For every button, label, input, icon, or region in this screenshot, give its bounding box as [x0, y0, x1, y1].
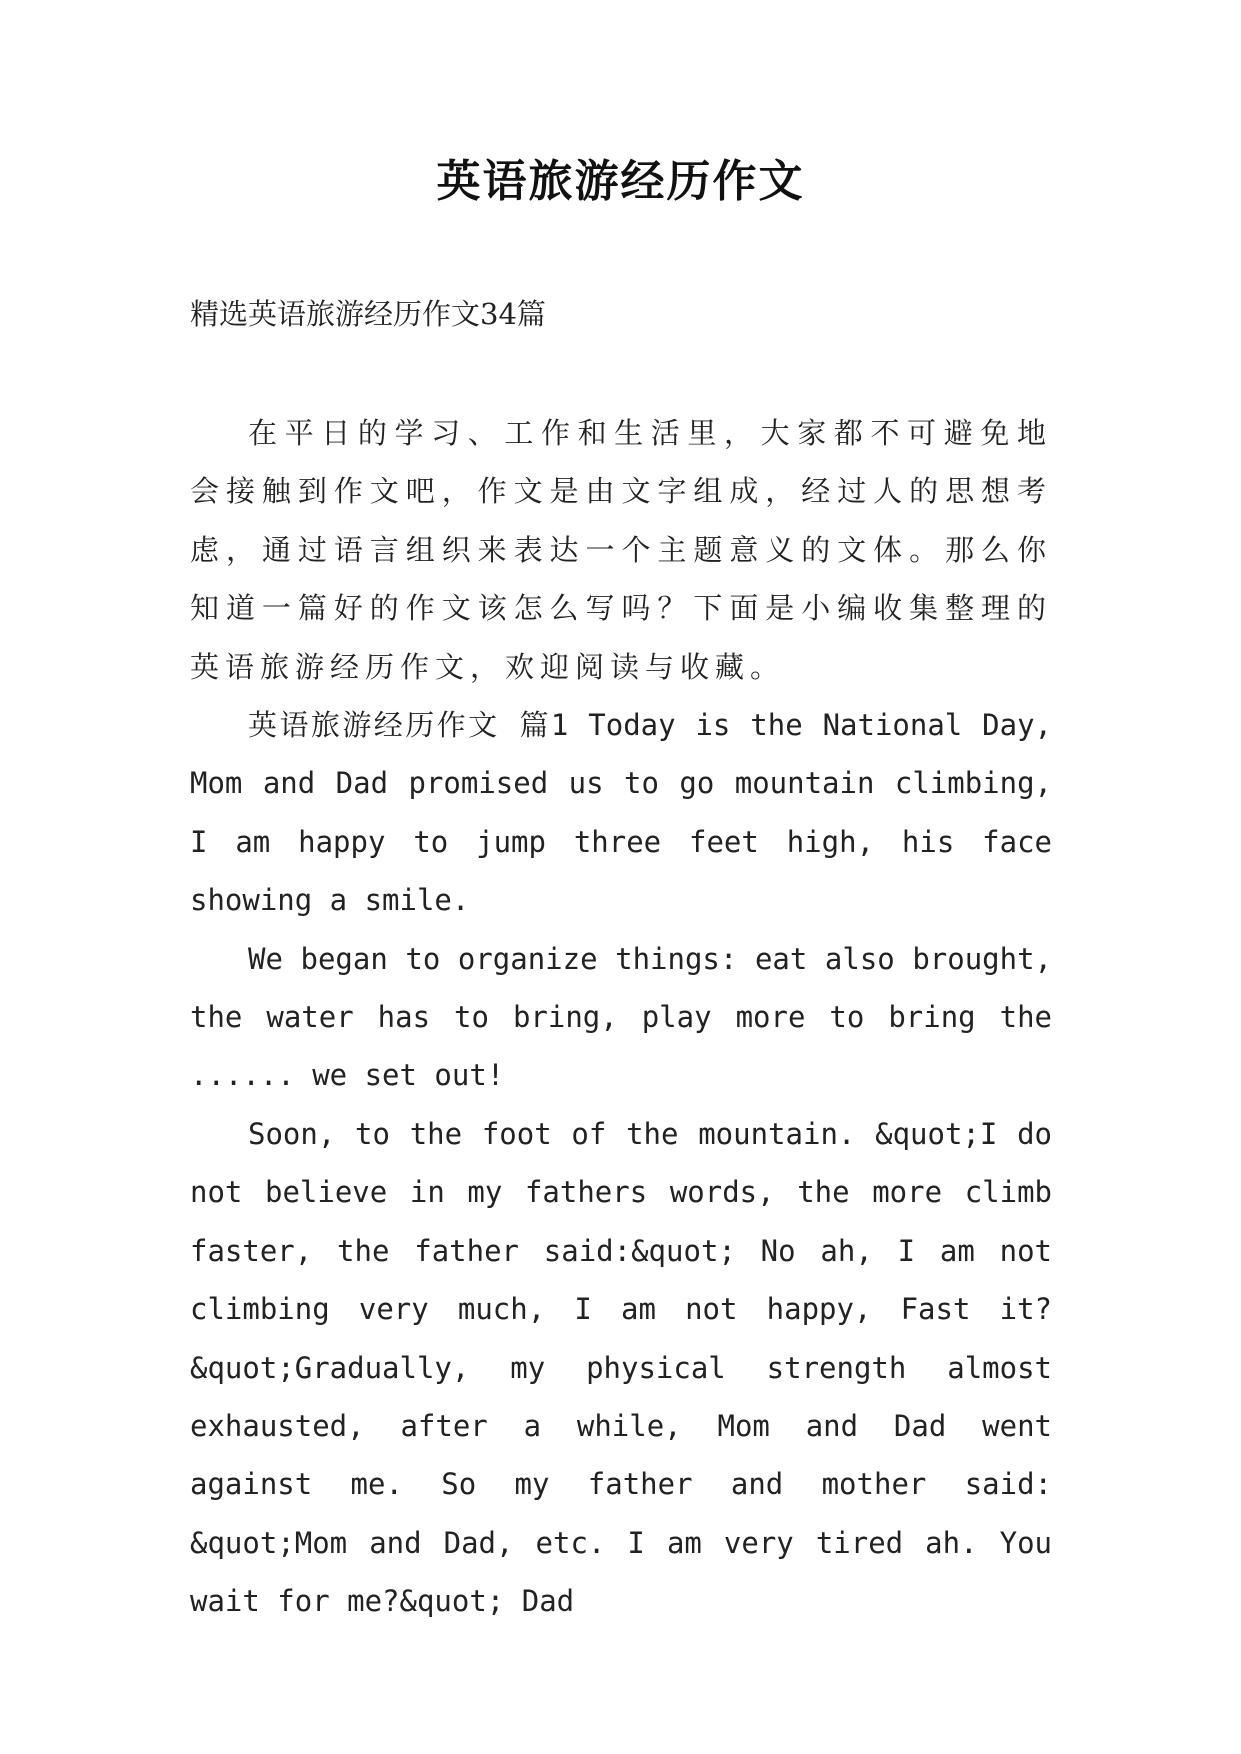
essay-paragraph-2: We began to organize things: eat also brought, the water has to bring, play more to bring the ...... we set out! [190, 941, 1052, 1093]
document-body [190, 404, 1052, 1631]
intro-paragraph: 在平日的学习、工作和生活里，大家都不可避免地会接触到作文吧，作文是由文字组成，经过人的思想考虑，通过语言组织来表达一个主题意义的文体。那么你知道一篇好的作文该怎么写吗？下面是小编收集整理的英语旅游经历作文，欢迎阅读与收藏。 [190, 416, 1052, 684]
document-subtitle: 精选英语旅游经历作文34篇 [190, 297, 546, 331]
essay-paragraph-1: 英语旅游经历作文 篇1 Today is the National Day, Mom and Dad promised us to go mountain climbing, I am happy to jump three feet high, his face showing a smile. [190, 708, 1052, 918]
essay-paragraph-3: Soon, to the foot of the mountain. &quot;I do not believe in my fathers words, the more climb faster, the father said:&quot; No ah, I am not climbing very much, I am not happy, Fast it? &quot;Gradually, my physical strength almost exhausted, after a while, Mom and Dad went against me. So my father and mother said: &quot;Mom and Dad, etc. I am very tired ah. You wait for me?&quot; Dad [190, 1116, 1052, 1619]
document-title: 英语旅游经历作文 [436, 156, 805, 207]
